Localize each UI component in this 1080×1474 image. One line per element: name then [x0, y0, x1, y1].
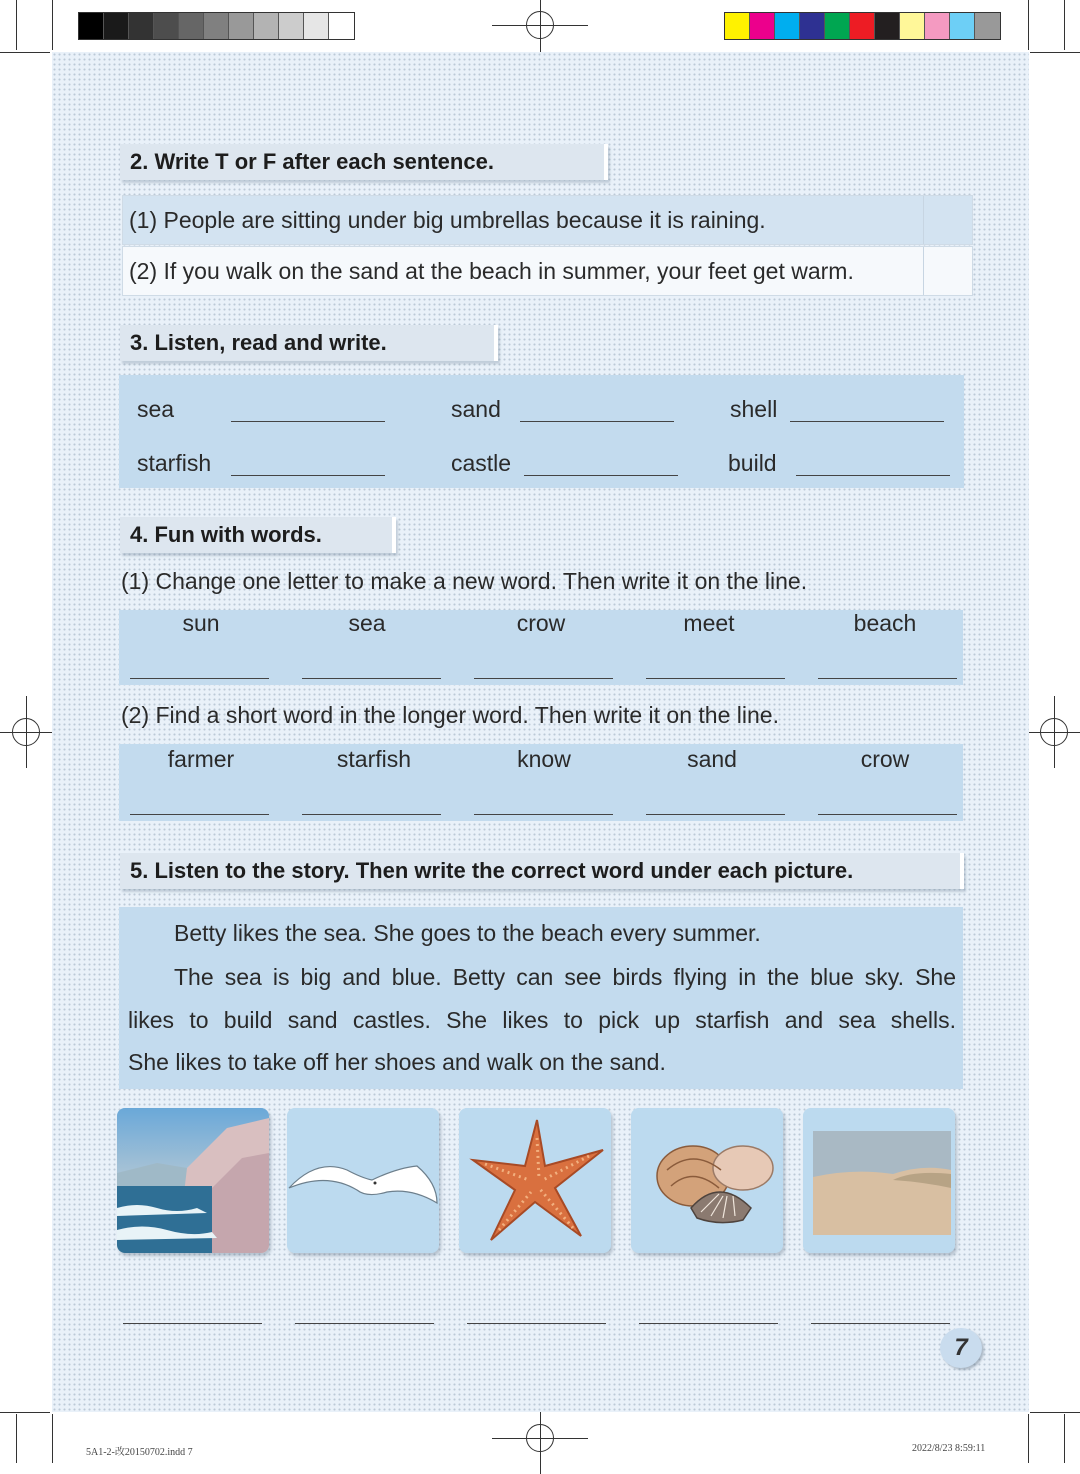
grayscale-swatch: [79, 13, 104, 39]
tf-sentence-2: (2) If you walk on the sand at the beach in summer, your feet get warm.: [129, 258, 854, 284]
story-line-4: She likes to take off her shoes and walk on the sand.: [128, 1049, 666, 1075]
grayscale-swatch: [154, 13, 179, 39]
crop-mark: [1064, 0, 1065, 50]
color-swatch: [875, 13, 900, 39]
color-swatch: [775, 13, 800, 39]
tf-answer-cell-2[interactable]: [923, 247, 972, 295]
find-word: crow: [860, 746, 910, 772]
answer-line[interactable]: [646, 814, 785, 815]
answer-line[interactable]: [796, 475, 950, 476]
find-word: sand: [687, 746, 737, 772]
process-color-bar: [724, 12, 1001, 40]
story-line-2: The sea is big and blue. Betty can see birds flying in the blue sky. She: [174, 964, 956, 990]
story-line-3: likes to build sand castles. She likes to pick up starfish and sea shells.: [128, 1007, 956, 1033]
answer-line[interactable]: [231, 475, 385, 476]
answer-line[interactable]: [818, 678, 957, 679]
grayscale-swatch: [229, 13, 254, 39]
color-swatch: [850, 13, 875, 39]
word-build: build: [728, 450, 777, 476]
picture-answer-line[interactable]: [639, 1323, 778, 1324]
story-line-1: Betty likes the sea. She goes to the beach every summer.: [174, 920, 761, 946]
answer-line[interactable]: [818, 814, 957, 815]
grayscale-swatch: [279, 13, 304, 39]
crop-mark: [1030, 52, 1080, 53]
color-swatch: [750, 13, 775, 39]
picture-answer-line[interactable]: [811, 1323, 950, 1324]
change-word: beach: [853, 610, 917, 636]
answer-line[interactable]: [302, 678, 441, 679]
grayscale-swatch: [104, 13, 129, 39]
change-word: sun: [182, 610, 220, 636]
word-starfish: starfish: [137, 450, 212, 476]
answer-line[interactable]: [524, 475, 678, 476]
registration-mark-right: [1032, 710, 1076, 754]
sand-picture: [803, 1108, 955, 1253]
answer-line[interactable]: [231, 421, 385, 422]
find-word: starfish: [336, 746, 412, 772]
answer-line[interactable]: [130, 814, 269, 815]
starfish-picture: [459, 1108, 611, 1253]
grayscale-color-bar: [78, 12, 355, 40]
registration-mark-top: [518, 3, 562, 47]
crop-mark: [52, 0, 53, 50]
section-5-heading: 5. Listen to the story. Then write the correct word under each picture.: [120, 853, 964, 889]
section-3-heading: 3. Listen, read and write.: [120, 325, 498, 361]
crop-mark: [1028, 0, 1029, 50]
grayscale-swatch: [204, 13, 229, 39]
word-sand: sand: [451, 396, 501, 422]
color-swatch: [975, 13, 1000, 39]
answer-line[interactable]: [646, 678, 785, 679]
crop-mark: [52, 1414, 53, 1463]
tf-answer-cell-1[interactable]: [923, 196, 972, 244]
section-4-heading: 4. Fun with words.: [120, 517, 396, 553]
grayscale-swatch: [329, 13, 354, 39]
grayscale-swatch: [179, 13, 204, 39]
color-swatch: [950, 13, 975, 39]
answer-line[interactable]: [790, 421, 944, 422]
crop-mark: [16, 0, 17, 50]
crop-mark: [1028, 1414, 1029, 1463]
crop-mark: [16, 1414, 17, 1463]
bird-picture: [287, 1108, 439, 1253]
word-sea: sea: [137, 396, 175, 422]
picture-answer-line[interactable]: [123, 1323, 262, 1324]
find-word: know: [517, 746, 571, 772]
word-shell: shell: [730, 396, 778, 422]
grayscale-swatch: [304, 13, 329, 39]
tf-sentence-1: (1) People are sitting under big umbrellas because it is raining.: [129, 207, 766, 233]
footer-timestamp: 2022/8/23 8:59:11: [912, 1443, 986, 1454]
crop-mark: [0, 52, 50, 53]
part-1-instruction: (1) Change one letter to make a new word. Then write it on the line.: [121, 568, 808, 594]
grayscale-swatch: [254, 13, 279, 39]
change-word: crow: [516, 610, 566, 636]
color-swatch: [900, 13, 925, 39]
answer-line[interactable]: [520, 421, 674, 422]
footer-file-name: 5A1-2-改20150702.indd 7: [86, 1447, 193, 1458]
word-castle: castle: [451, 450, 512, 476]
crop-mark: [1030, 1412, 1080, 1413]
color-swatch: [800, 13, 825, 39]
registration-mark-bottom: [518, 1416, 562, 1460]
find-word: farmer: [167, 746, 235, 772]
section-3-panel: [119, 375, 964, 488]
answer-line[interactable]: [130, 678, 269, 679]
section-2-heading: 2. Write T or F after each sentence.: [120, 144, 608, 180]
color-swatch: [725, 13, 750, 39]
picture-answer-line[interactable]: [467, 1323, 606, 1324]
crop-mark: [0, 1412, 50, 1413]
shells-picture: [631, 1108, 783, 1253]
crop-mark: [1064, 1414, 1065, 1463]
page-number: 7: [940, 1328, 982, 1368]
grayscale-swatch: [129, 13, 154, 39]
change-word: meet: [683, 610, 735, 636]
part-2-instruction: (2) Find a short word in the longer word. Then write it on the line.: [121, 702, 779, 728]
change-word: sea: [348, 610, 386, 636]
color-swatch: [925, 13, 950, 39]
answer-line[interactable]: [474, 678, 613, 679]
registration-mark-left: [4, 710, 48, 754]
picture-answer-line[interactable]: [295, 1323, 434, 1324]
color-swatch: [825, 13, 850, 39]
answer-line[interactable]: [474, 814, 613, 815]
sea-picture: [117, 1108, 269, 1253]
answer-line[interactable]: [302, 814, 441, 815]
